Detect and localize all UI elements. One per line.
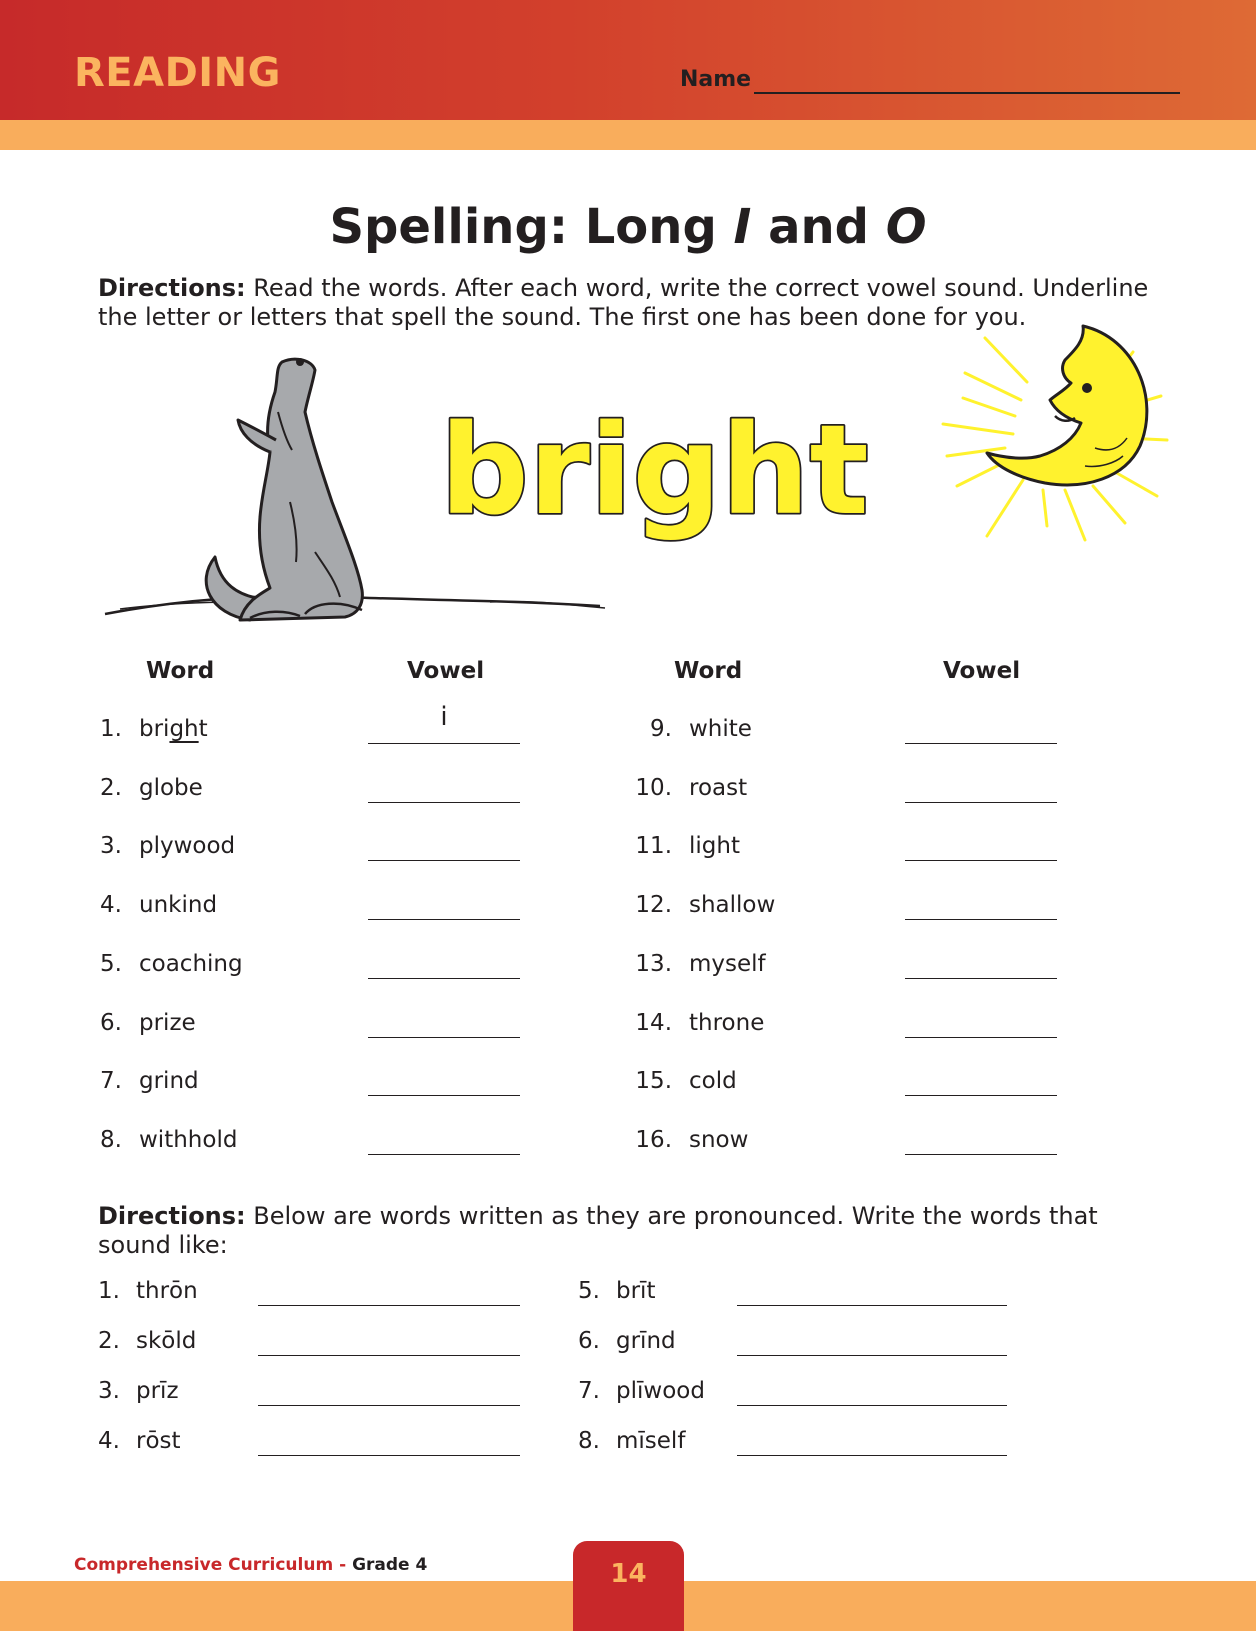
- item-word: roast: [689, 775, 748, 801]
- item-number: 9.: [650, 716, 672, 742]
- footer-curriculum: [74, 1555, 427, 1575]
- item-number: 2.: [100, 775, 122, 801]
- item-word: plīwood: [616, 1378, 705, 1404]
- item-number: 11.: [635, 833, 672, 859]
- answer-blank[interactable]: [368, 1037, 520, 1038]
- answer-blank[interactable]: [905, 860, 1057, 861]
- item-word: globe: [139, 775, 203, 801]
- item-number: 13.: [635, 951, 672, 977]
- word-column-header-right: Word: [674, 658, 743, 684]
- name-field-line[interactable]: [754, 92, 1180, 94]
- vowel-answer-blank[interactable]: [368, 743, 520, 744]
- smiling-moon-illustration: [935, 318, 1175, 548]
- item-word: brīt: [616, 1278, 656, 1304]
- item-number: 5.: [100, 951, 122, 977]
- section-label: READING: [74, 50, 281, 96]
- example-word-underlined: gh: [169, 716, 199, 742]
- item-number: 5.: [578, 1278, 600, 1304]
- answer-blank[interactable]: [368, 860, 520, 861]
- answer-blank[interactable]: [258, 1405, 520, 1406]
- directions-2-label: Directions:: [98, 1202, 246, 1230]
- answer-blank[interactable]: [368, 978, 520, 979]
- vowel-column-header-right: Vowel: [943, 658, 1021, 684]
- header-band: [0, 120, 1256, 150]
- item-word: prize: [139, 1010, 196, 1036]
- item-number: 6.: [578, 1328, 600, 1354]
- item-word: grind: [139, 1068, 199, 1094]
- name-label: Name: [680, 67, 752, 92]
- footer-curriculum-name: Comprehensive Curriculum -: [74, 1555, 353, 1575]
- example-vowel-answer: i: [440, 702, 448, 732]
- item-word: prīz: [136, 1378, 179, 1404]
- item-number: 8.: [578, 1428, 600, 1454]
- answer-blank[interactable]: [905, 802, 1057, 803]
- item-number: 16.: [635, 1127, 672, 1153]
- item-word: light: [689, 833, 740, 859]
- item-number: 6.: [100, 1010, 122, 1036]
- title-letter-i: I: [733, 199, 752, 255]
- item-number: 2.: [98, 1328, 120, 1354]
- item-number: 1.: [98, 1278, 120, 1304]
- item-word: myself: [689, 951, 766, 977]
- item-number: 10.: [635, 775, 672, 801]
- answer-blank[interactable]: [737, 1305, 1007, 1306]
- item-word: [139, 716, 208, 742]
- item-word: cold: [689, 1068, 737, 1094]
- directions-1-text: Read the words. After each word, write the correct vowel sound. Underline the letter or letters that spell the sound. The first one has been done for you.: [98, 274, 1149, 331]
- item-word: white: [689, 716, 752, 742]
- directions-2-text: Below are words written as they are pronounced. Write the words that sound like:: [98, 1202, 1098, 1259]
- item-word: withhold: [139, 1127, 238, 1153]
- item-word: shallow: [689, 892, 776, 918]
- bright-word-text: bright: [440, 399, 869, 543]
- answer-blank[interactable]: [258, 1305, 520, 1306]
- title-letter-o: O: [885, 199, 927, 255]
- title-middle: and: [751, 199, 886, 255]
- item-number: 8.: [100, 1127, 122, 1153]
- item-word: unkind: [139, 892, 218, 918]
- answer-blank[interactable]: [905, 1154, 1057, 1155]
- item-word: snow: [689, 1127, 749, 1153]
- item-number: 12.: [635, 892, 672, 918]
- answer-blank[interactable]: [368, 802, 520, 803]
- directions-2: [98, 1202, 1118, 1260]
- item-word: coaching: [139, 951, 243, 977]
- item-word: skōld: [136, 1328, 197, 1354]
- vowel-column-header-left: Vowel: [407, 658, 485, 684]
- item-word: plywood: [139, 833, 236, 859]
- item-word: grīnd: [616, 1328, 676, 1354]
- example-word-start: bri: [139, 716, 170, 742]
- answer-blank[interactable]: [905, 1095, 1057, 1096]
- answer-blank[interactable]: [368, 919, 520, 920]
- page-title: [0, 199, 1256, 255]
- item-number: 3.: [98, 1378, 120, 1404]
- footer-grade: Grade 4: [352, 1555, 428, 1575]
- title-prefix: Spelling: Long: [329, 199, 734, 255]
- item-number: 7.: [578, 1378, 600, 1404]
- answer-blank[interactable]: [737, 1455, 1007, 1456]
- directions-1-label: Directions:: [98, 274, 246, 302]
- answer-blank[interactable]: [905, 978, 1057, 979]
- answer-blank[interactable]: [905, 1037, 1057, 1038]
- answer-blank[interactable]: [258, 1455, 520, 1456]
- item-number: 7.: [100, 1068, 122, 1094]
- example-word-end: t: [198, 716, 208, 742]
- item-word: thrōn: [136, 1278, 198, 1304]
- answer-blank[interactable]: [737, 1405, 1007, 1406]
- item-number: 3.: [100, 833, 122, 859]
- answer-blank[interactable]: [368, 1154, 520, 1155]
- answer-blank[interactable]: [737, 1355, 1007, 1356]
- answer-blank[interactable]: [368, 1095, 520, 1096]
- item-word: mīself: [616, 1428, 686, 1454]
- page-number-tab: [573, 1541, 684, 1631]
- item-number: 4.: [98, 1428, 120, 1454]
- item-number: 4.: [100, 892, 122, 918]
- item-word: throne: [689, 1010, 765, 1036]
- page-number: 14: [610, 1559, 647, 1589]
- word-column-header-left: Word: [146, 658, 215, 684]
- answer-blank[interactable]: [905, 919, 1057, 920]
- item-number: 15.: [635, 1068, 672, 1094]
- answer-blank[interactable]: [258, 1355, 520, 1356]
- bright-word-illustration: [432, 395, 872, 565]
- item-number: 14.: [635, 1010, 672, 1036]
- answer-blank[interactable]: [905, 743, 1057, 744]
- item-number: 1.: [100, 716, 122, 742]
- item-word: rōst: [136, 1428, 181, 1454]
